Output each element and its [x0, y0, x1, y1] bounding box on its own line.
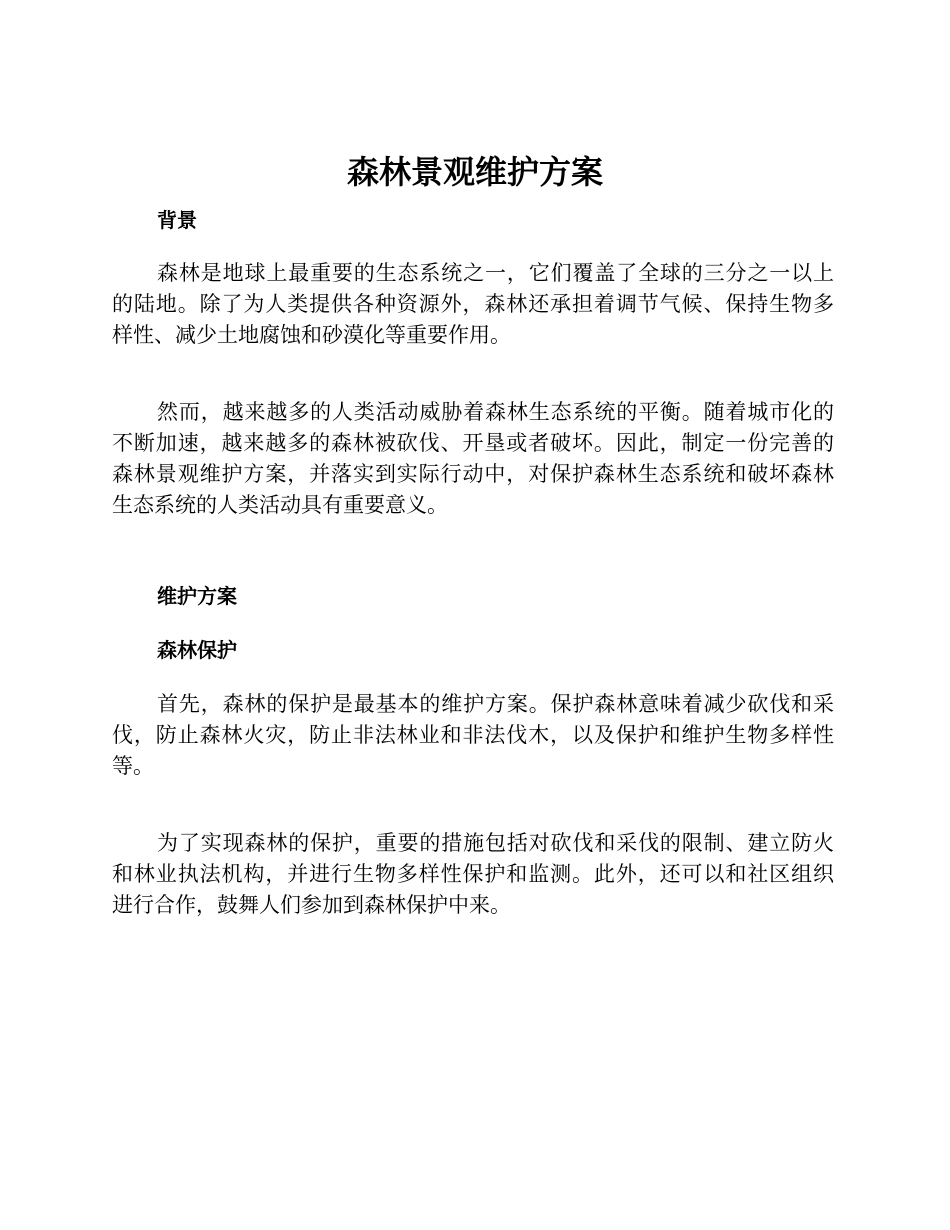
paragraph-line: 不断加速，越来越多的森林被砍伐、开垦或者破坏。因此，制定一份完善的 [112, 431, 834, 455]
paragraph-line: 首先，森林的保护是最基本的维护方案。保护森林意味着减少砍伐和采 [157, 692, 834, 716]
paragraph-line: 等。 [112, 754, 154, 778]
paragraph-background-2 [112, 397, 834, 521]
section-heading-forest-protection: 森林保护 [157, 638, 237, 662]
section-heading-background: 背景 [157, 208, 197, 232]
paragraph-line: 森林景观维护方案，并落实到实际行动中，对保护森林生态系统和破坏森林 [112, 462, 834, 486]
document-title: 森林景观维护方案 [346, 153, 603, 191]
paragraph-line: 为了实现森林的保护，重要的措施包括对砍伐和采伐的限制、建立防火 [157, 831, 834, 855]
paragraph-line: 进行合作，鼓舞人们参加到森林保护中来。 [112, 893, 511, 917]
section-heading-maintenance-plan: 维护方案 [157, 584, 237, 608]
paragraph-background-1 [112, 258, 834, 351]
paragraph-protection-1 [112, 689, 834, 782]
paragraph-line: 生态系统的人类活动具有重要意义。 [112, 493, 448, 517]
paragraph-line: 和林业执法机构，并进行生物多样性保护和监测。此外，还可以和社区组织 [112, 862, 834, 886]
paragraph-protection-2 [112, 828, 834, 921]
paragraph-line: 然而，越来越多的人类活动威胁着森林生态系统的平衡。随着城市化的 [157, 400, 834, 424]
paragraph-line: 样性、减少土地腐蚀和砂漠化等重要作用。 [112, 323, 511, 347]
paragraph-line: 的陆地。除了为人类提供各种资源外，森林还承担着调节气候、保持生物多 [112, 292, 834, 316]
paragraph-line: 森林是地球上最重要的生态系统之一，它们覆盖了全球的三分之一以上 [157, 261, 834, 285]
paragraph-line: 伐，防止森林火灾，防止非法林业和非法伐木，以及保护和维护生物多样性 [112, 723, 834, 747]
